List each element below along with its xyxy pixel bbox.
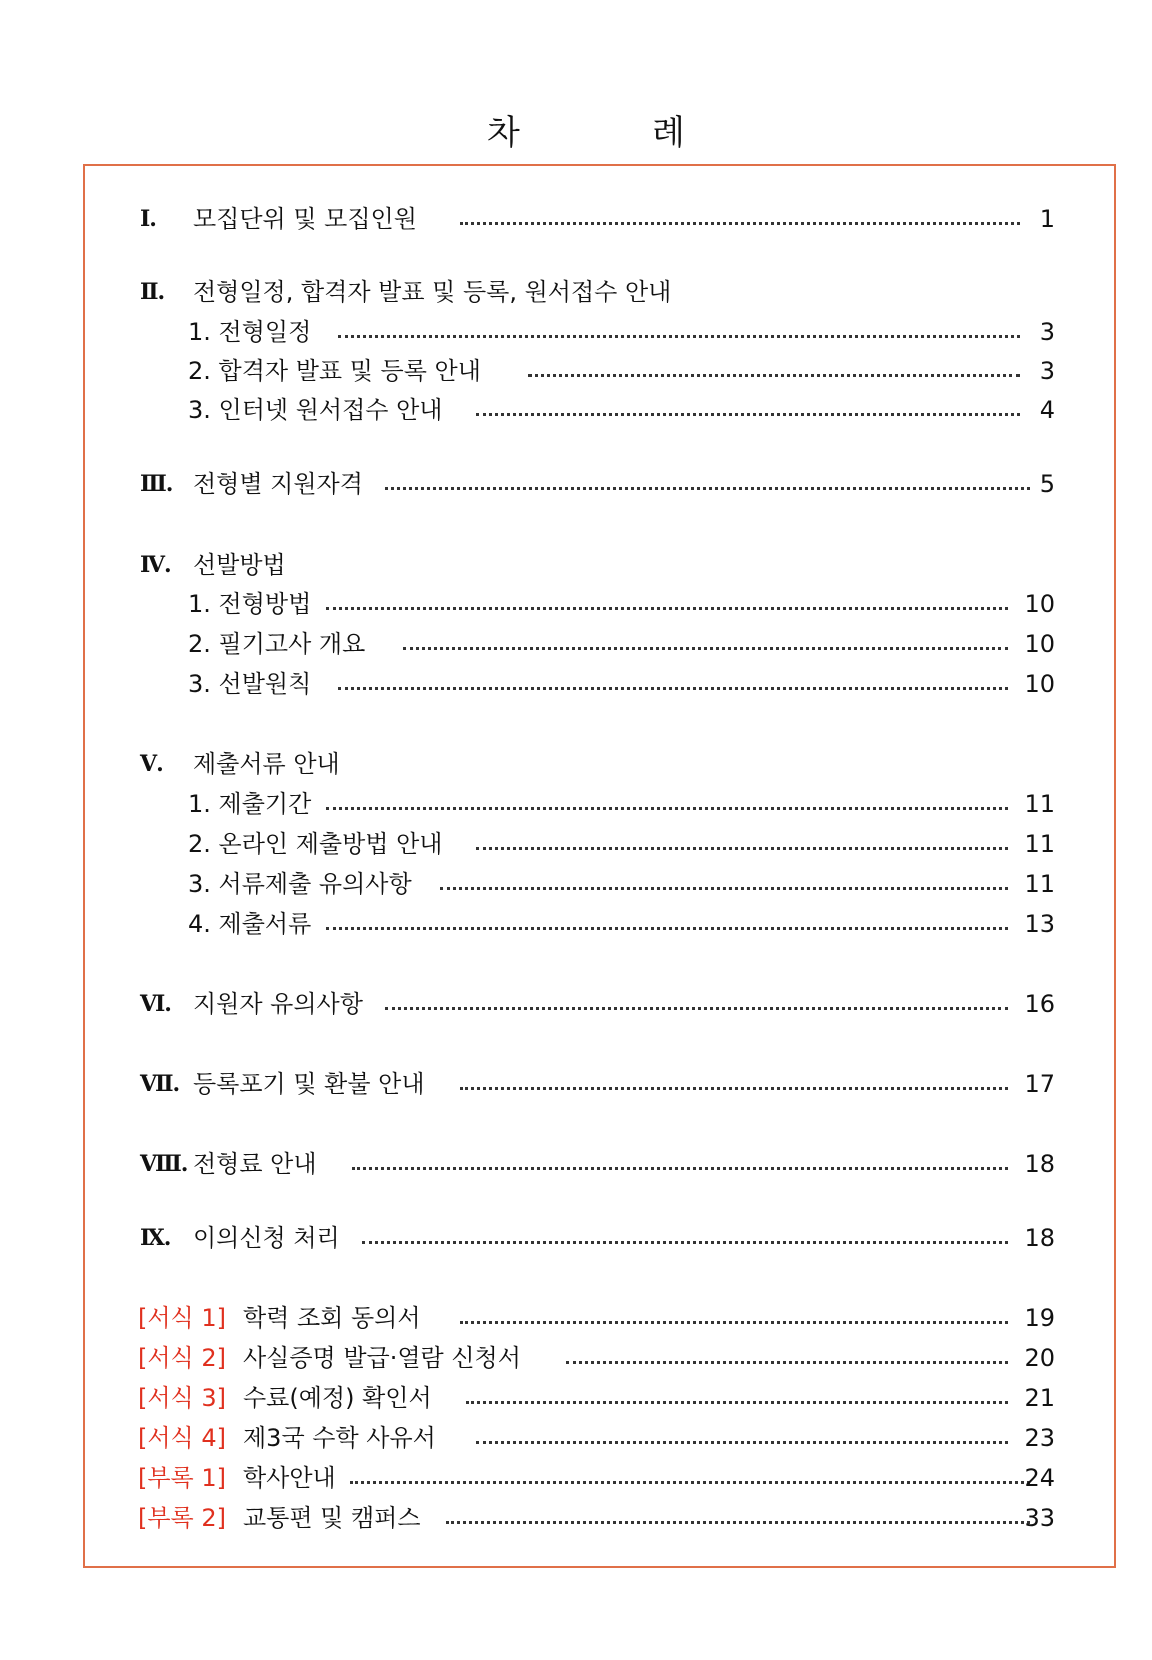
section-label: 등록포기 및 환불 안내 xyxy=(193,1070,425,1098)
item-label: 3. 선발원칙 xyxy=(188,670,312,698)
leader-dots xyxy=(460,1087,1008,1090)
toc-section-1[interactable] xyxy=(140,199,1070,239)
section-number: Ⅱ. xyxy=(140,279,165,305)
page-number: 17 xyxy=(1024,1070,1055,1098)
toc-item-2-3[interactable] xyxy=(188,390,1070,430)
page-number: 20 xyxy=(1024,1344,1055,1372)
page-number: 11 xyxy=(1024,830,1055,858)
page-number: 4 xyxy=(1039,396,1055,424)
page-number: 10 xyxy=(1024,630,1055,658)
leader-dots xyxy=(476,1441,1008,1444)
leader-dots xyxy=(326,607,1008,610)
page-number: 11 xyxy=(1024,870,1055,898)
item-label: 2. 온라인 제출방법 안내 xyxy=(188,830,443,858)
form-label: 사실증명 발급·열람 신청서 xyxy=(243,1344,521,1372)
form-tag: [서식 3] xyxy=(138,1384,226,1412)
leader-dots xyxy=(566,1361,1008,1364)
form-tag: [서식 1] xyxy=(138,1304,226,1332)
section-label: 모집단위 및 모집인원 xyxy=(193,205,417,233)
section-label: 전형료 안내 xyxy=(193,1150,317,1178)
item-label: 4. 제출서류 xyxy=(188,910,312,938)
leader-dots xyxy=(326,927,1008,930)
toc-section-4[interactable] xyxy=(140,545,1070,585)
page-number: 5 xyxy=(1039,470,1055,498)
form-label: 제3국 수학 사유서 xyxy=(243,1424,436,1452)
page-number: 23 xyxy=(1024,1424,1055,1452)
section-label: 이의신청 처리 xyxy=(193,1224,340,1252)
form-label: 학력 조회 동의서 xyxy=(243,1304,421,1332)
title-char-1: 차 xyxy=(487,113,520,153)
leader-dots xyxy=(460,222,1020,225)
form-label: 수료(예정) 확인서 xyxy=(243,1384,432,1412)
page-number: 11 xyxy=(1024,790,1055,818)
toc-item-2-1[interactable] xyxy=(188,312,1070,352)
page-number: 13 xyxy=(1024,910,1055,938)
leader-dots xyxy=(446,1521,1030,1524)
leader-dots xyxy=(338,335,1020,338)
toc-section-8[interactable] xyxy=(140,1144,1070,1184)
section-number: Ⅶ. xyxy=(140,1071,180,1097)
page-number: 3 xyxy=(1039,357,1055,385)
page-number: 1 xyxy=(1039,205,1055,233)
toc-item-4-2[interactable] xyxy=(188,624,1070,664)
section-label: 지원자 유의사항 xyxy=(193,990,363,1018)
section-label: 전형일정, 합격자 발표 및 등록, 원서접수 안내 xyxy=(193,278,672,306)
page-number: 19 xyxy=(1024,1304,1055,1332)
leader-dots xyxy=(460,1321,1008,1324)
toc-section-5[interactable] xyxy=(140,744,1070,784)
leader-dots xyxy=(350,1481,1030,1484)
page-number: 10 xyxy=(1024,670,1055,698)
section-number: Ⅳ. xyxy=(140,552,171,578)
section-label: 제출서류 안내 xyxy=(193,750,340,778)
toc-appendix-1[interactable] xyxy=(138,1458,1070,1498)
appendix-tag: [부록 2] xyxy=(138,1504,226,1532)
leader-dots xyxy=(385,487,1030,490)
page-number: 21 xyxy=(1024,1384,1055,1412)
leader-dots xyxy=(476,413,1020,416)
item-label: 1. 전형방법 xyxy=(188,590,312,618)
page-number: 33 xyxy=(1024,1504,1055,1532)
section-number: Ⅴ. xyxy=(140,751,163,777)
toc-appendix-2[interactable] xyxy=(138,1498,1070,1538)
toc-item-5-3[interactable] xyxy=(188,864,1070,904)
leader-dots xyxy=(466,1401,1008,1404)
item-label: 3. 서류제출 유의사항 xyxy=(188,870,412,898)
item-label: 2. 합격자 발표 및 등록 안내 xyxy=(188,357,481,385)
leader-dots xyxy=(528,374,1020,377)
toc-form-1[interactable] xyxy=(138,1298,1070,1338)
section-number: Ⅵ. xyxy=(140,991,171,1017)
page-title xyxy=(0,108,1152,158)
title-char-2: 례 xyxy=(652,113,685,153)
toc-item-2-2[interactable] xyxy=(188,351,1070,391)
section-number: Ⅰ. xyxy=(140,206,156,232)
form-tag: [서식 2] xyxy=(138,1344,226,1372)
page-number: 3 xyxy=(1039,318,1055,346)
leader-dots xyxy=(385,1007,1008,1010)
section-number: Ⅲ. xyxy=(140,471,173,497)
leader-dots xyxy=(338,687,1008,690)
page-number: 24 xyxy=(1024,1464,1055,1492)
toc-section-2[interactable] xyxy=(140,272,1070,312)
form-tag: [서식 4] xyxy=(138,1424,226,1452)
appendix-label: 학사안내 xyxy=(243,1464,336,1492)
toc-form-4[interactable] xyxy=(138,1418,1070,1458)
section-label: 선발방법 xyxy=(193,551,286,579)
leader-dots xyxy=(362,1241,1008,1244)
item-label: 1. 제출기간 xyxy=(188,790,312,818)
page-number: 10 xyxy=(1024,590,1055,618)
toc-item-5-1[interactable] xyxy=(188,784,1070,824)
leader-dots xyxy=(440,887,1008,890)
toc-form-3[interactable] xyxy=(138,1378,1070,1418)
page-number: 18 xyxy=(1024,1150,1055,1178)
toc-section-6[interactable] xyxy=(140,984,1070,1024)
toc-form-2[interactable] xyxy=(138,1338,1070,1378)
item-label: 1. 전형일정 xyxy=(188,318,312,346)
leader-dots xyxy=(326,807,1008,810)
toc-item-4-3[interactable] xyxy=(188,664,1070,704)
toc-section-3[interactable] xyxy=(140,464,1070,504)
section-number: Ⅸ. xyxy=(140,1225,171,1251)
item-label: 3. 인터넷 원서접수 안내 xyxy=(188,396,443,424)
toc-section-7[interactable] xyxy=(140,1064,1070,1104)
section-label: 전형별 지원자격 xyxy=(193,470,363,498)
toc-item-5-2[interactable] xyxy=(188,824,1070,864)
leader-dots xyxy=(403,647,1008,650)
toc-item-4-1[interactable] xyxy=(188,584,1070,624)
appendix-tag: [부록 1] xyxy=(138,1464,226,1492)
page-number: 16 xyxy=(1024,990,1055,1018)
appendix-label: 교통편 및 캠퍼스 xyxy=(243,1504,421,1532)
leader-dots xyxy=(476,847,1008,850)
page-number: 18 xyxy=(1024,1224,1055,1252)
leader-dots xyxy=(352,1167,1008,1170)
item-label: 2. 필기고사 개요 xyxy=(188,630,366,658)
toc-item-5-4[interactable] xyxy=(188,904,1070,944)
toc-section-9[interactable] xyxy=(140,1218,1070,1258)
section-number: Ⅷ. xyxy=(140,1151,188,1177)
